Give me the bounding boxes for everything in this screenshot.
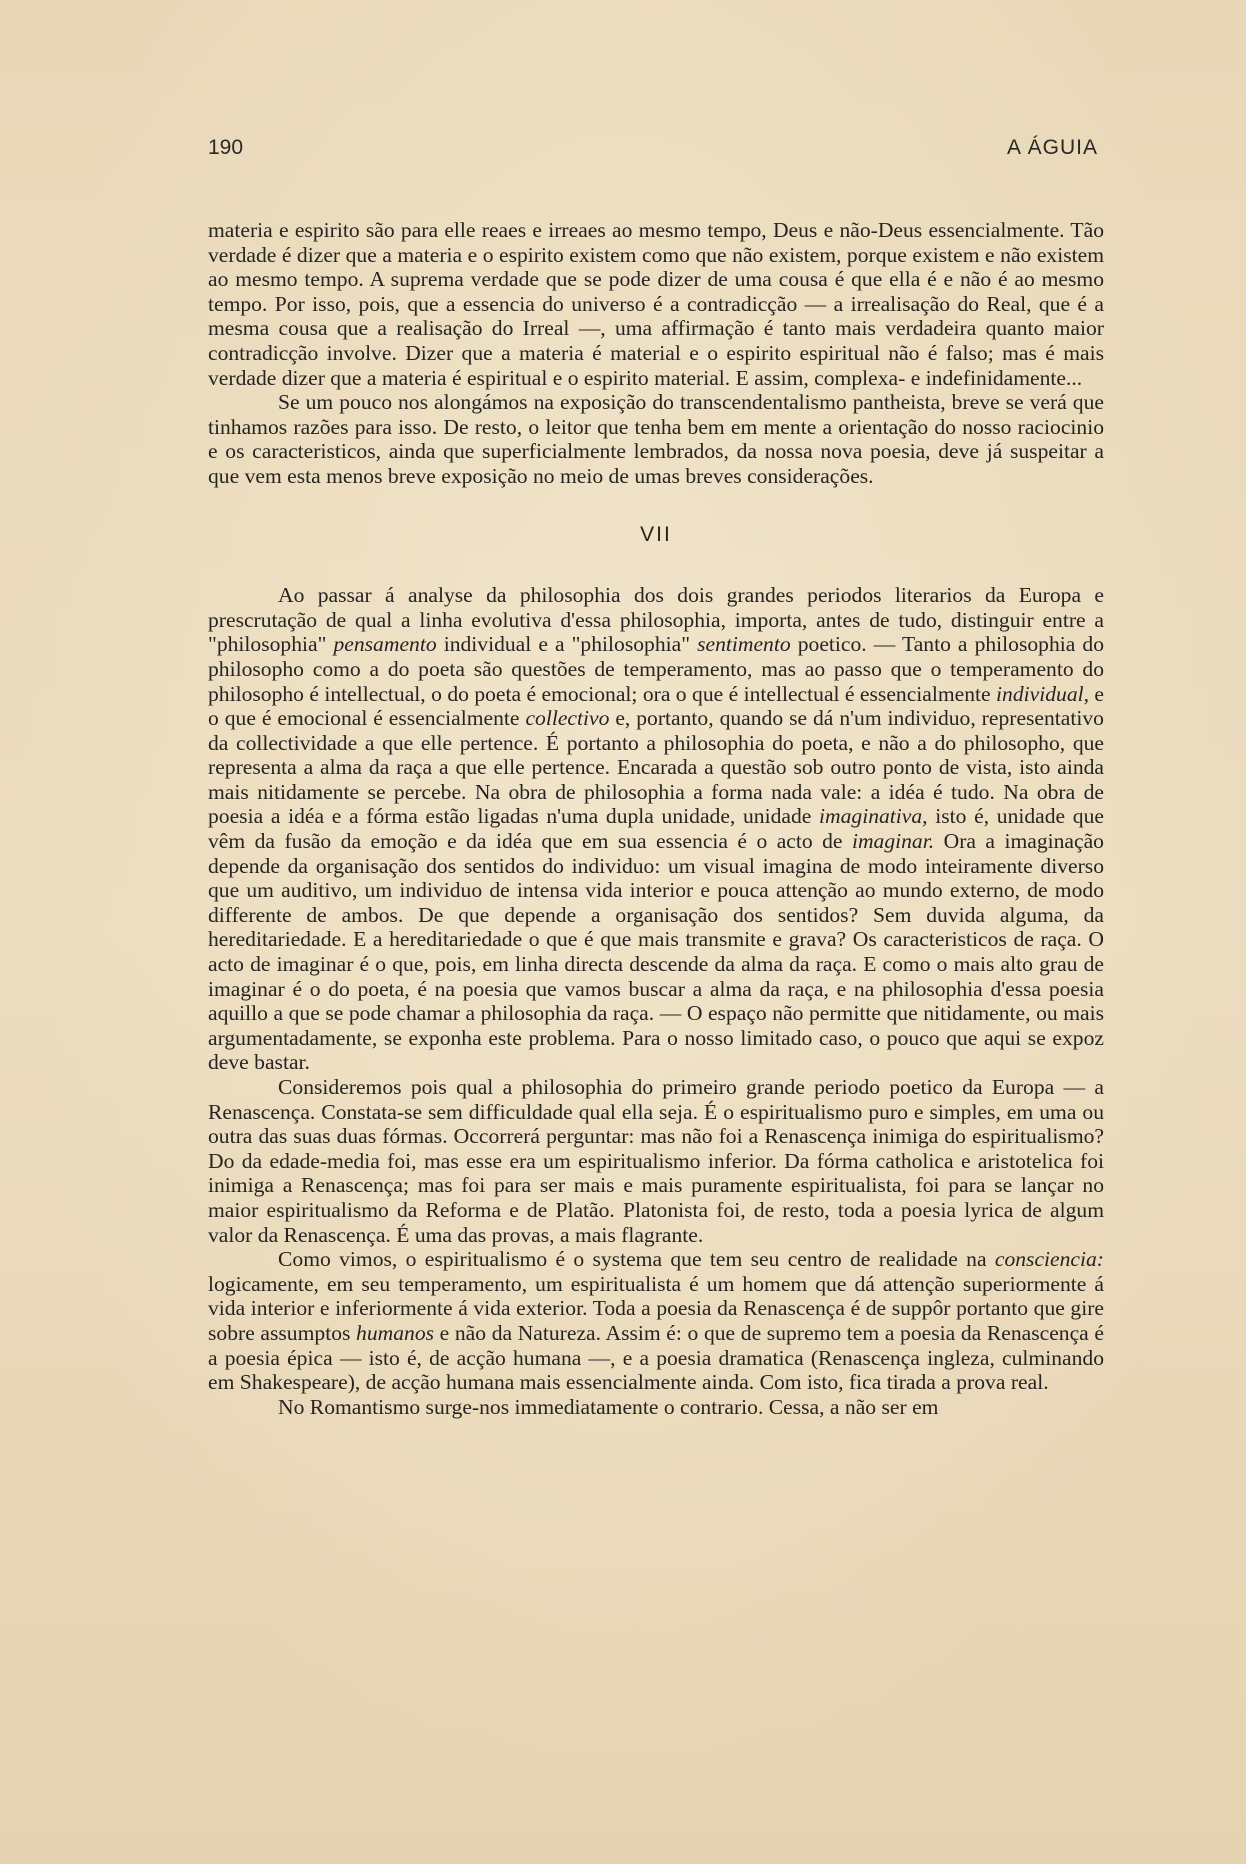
paragraph (208, 1247, 1104, 1395)
italic-text: pensamento (333, 632, 437, 657)
paragraph (208, 218, 1104, 390)
paragraph (208, 1075, 1104, 1247)
text-segment: Como vimos, o espiritualismo é o systema que tem seu centro de realidade na (278, 1247, 995, 1272)
text-segment: poetico. — Tanto a philosophia do philosopho como a do poeta são questões de temperamento, mas ao passo que o temperamento do philosopho é intellectual, o do poeta é emocional; ora o que é intellectual é essencialmente (208, 632, 1105, 706)
text-segment: individual e a "philosophia" (436, 632, 698, 657)
text-segment: isto é, unidade que vêm da fusão da emoção e da idéa que em sua essencia é o acto de (208, 804, 1104, 854)
section-heading: VII (640, 522, 672, 546)
text-after-section (208, 583, 1104, 1419)
italic-text: sentimento (697, 632, 791, 657)
italic-text: individual, (996, 681, 1090, 706)
text-segment: No Romantismo surge-nos immediatamente o contrario. Cessa, a não ser em (278, 1394, 939, 1419)
text-segment: Se um pouco nos alongámos na exposição do transcendentalismo pantheista, breve se verá que tinhamos razões para isso. De resto, o leitor que tenha bem em mente a orientação do nosso raciocinio e os caracteristicos, ainda que superficialmente lembrados, da nossa nova poesia, deve já suspeitar a que vem esta menos breve exposição no meio de umas breves considerações. (208, 390, 1104, 488)
text-segment: logicamente, em seu temperamento, um espiritualista é um homem que dá attenção superiormente á vida interior e inferiormente á vida exterior. Toda a poesia da Renascença é de suppôr portanto que gire sobre assumptos (208, 1271, 1104, 1345)
italic-text: collectivo (525, 706, 610, 731)
paragraph (208, 583, 1104, 1075)
running-title: A ÁGUIA (1006, 136, 1098, 159)
text-segment: e o que é emocional é essencialmente (208, 681, 1105, 731)
italic-text: consciencia: (994, 1247, 1104, 1272)
italic-text: humanos (356, 1320, 435, 1345)
page-header (208, 136, 1098, 170)
text-before-section (208, 218, 1104, 489)
text-segment: Consideremos pois qual a philosophia do primeiro grande periodo poetico da Europa — a Renascença. Constata-se sem difficuldade qual ella seja. É o espiritualismo puro e simples, em uma ou outra das suas duas fórmas. Occorrerá perguntar: mas não foi a Renascença inimiga do espiritualismo? Do da edade-media foi, mas esse era um espiritualismo inferior. Da fórma catholica e aristotelica foi inimiga a Renascença; mas foi para ser mais e mais puramente espiritualista, foi para se lançar no maior espiritualismo da Reforma e de Platão. Platonista foi, de resto, toda a poesia lyrica de algum valor da Renascença. É uma das provas, a mais flagrante. (208, 1075, 1104, 1247)
paragraph (208, 1395, 1104, 1420)
italic-text: imaginativa, (819, 804, 928, 829)
text-segment: Ao passar á analyse da philosophia dos dois grandes periodos literarios da Europa e prescrutação de qual a linha evolutiva d'essa philosophia, importa, antes de tudo, distinguir entre a "philosophia" (208, 583, 1104, 657)
paragraph (208, 390, 1104, 488)
text-segment: materia e espirito são para elle reaes e irreaes ao mesmo tempo, Deus e não-Deus essencialmente. Tão verdade é dizer que a materia e o espirito existem como que não existem, porque existem e não existem ao mesmo tempo. A suprema verdade que se pode dizer de uma cousa é que ella é e não é ao mesmo tempo. Por isso, pois, que a essencia do universo é a contradicção — a irrealisação do Real, que é a mesma cousa que a realisação do Irreal —, uma affirmação é tanto mais verdadeira quanto maior contradicção involve. Dizer que a materia é material e o espirito espiritual não é falso; mas é mais verdade dizer que a materia é espiritual e o espirito material. E assim, complexa- e indefinidamente... (208, 218, 1104, 390)
page-number: 190 (208, 136, 244, 159)
text-segment: Ora a imaginação depende da organisação dos sentidos do individuo: um visual imagina de modo inteiramente diverso que um auditivo, um individuo de intensa vida interior e pouca attenção ao mundo externo, de modo differente de ambos. De que depende a organisação dos sentidos? Sem duvida alguma, da hereditariedade. E a hereditariedade o que é que mais transmite e grava? Os caracteristicos de raça. O acto de imaginar é o que, pois, em linha directa descende da alma da raça. E como o mais alto grau de imaginar é o do poeta, é na poesia que vamos buscar a alma da raça, e na philosophia d'essa poesia aquillo a que se pode chamar a philosophia da raça. — O espaço não permitte que nitidamente, ou mais argumentadamente, se exponha este problema. Para o nosso limitado caso, o pouco que aqui se expoz deve bastar. (208, 829, 1104, 1075)
italic-text: imaginar. (851, 829, 935, 854)
text-segment: e, portanto, quando se dá n'um individuo, representativo da collectividade a que elle pertence. É portanto a philosophia do poeta, e não a do philosopho, que representa a alma da raça a que elle pertence. Encarada a questão sob outro ponto de vista, isto ainda mais nitidamente se percebe. Na obra de philosophia a forma nada vale: a idéa é tudo. Na obra de poesia a idéa e a fórma estão ligadas n'uma dupla unidade, unidade (208, 706, 1104, 829)
text-segment: e não da Natureza. Assim é: o que de supremo tem a poesia da Renascença é a poesia épica — isto é, de acção humana —, e a poesia dramatica (Renascença ingleza, culminando em Shakespeare), de acção humana mais essencialmente ainda. Com isto, fica tirada a prova real. (208, 1320, 1104, 1395)
body-text (208, 218, 1104, 1419)
